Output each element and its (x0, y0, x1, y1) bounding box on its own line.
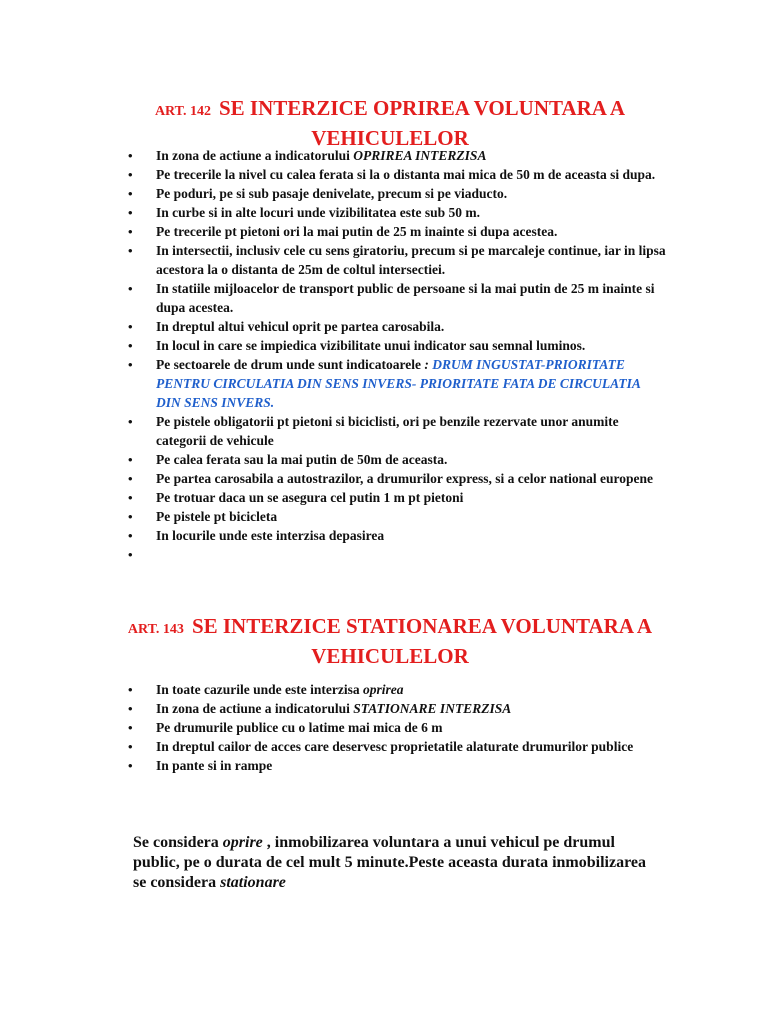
term-stationare: stationare (220, 874, 286, 891)
list-item (128, 146, 668, 165)
section-heading-art-143 (110, 613, 670, 669)
list-item (128, 488, 668, 507)
list-item (128, 355, 668, 412)
list-item-text: In pante si in rampe (156, 758, 273, 773)
list-item (128, 680, 668, 699)
list-item-text: Pe pistele pt bicicleta (156, 509, 278, 524)
list-item (128, 203, 668, 222)
article-number: ART. 142 (154, 104, 211, 119)
list-item-emphasis: oprirea (362, 682, 404, 697)
term-oprire: oprire (222, 834, 263, 851)
list-item (128, 412, 668, 450)
list-item-text: In locurile unde este interzisa depasirea (156, 528, 385, 543)
list-item (128, 737, 668, 756)
list-item-text: In toate cazurile unde este interzisa (156, 682, 363, 697)
list-item-text: Pe calea ferata sau la mai putin de 50m de aceasta. (156, 452, 448, 467)
list-item-text: In statiile mijloacelor de transport public de persoane si la mai putin de 25 m inainte si dupa acestea. (156, 281, 655, 315)
list-item-text: Pe sectoarele de drum unde sunt indicatoarele (156, 357, 421, 372)
list-item (128, 241, 668, 279)
list-item-text: In dreptul altui vehicul oprit pe partea carosabila. (156, 319, 445, 334)
article-number: ART. 143 (127, 622, 184, 637)
list-item-text: In curbe si in alte locuri unde vizibilitatea este sub 50 m. (156, 205, 480, 220)
list-item-text: In intersectii, inclusiv cele cu sens giratoriu, precum si pe marcaleje continue, iar in lipsa acestora la o distanta de 25m de coltul intersectiei. (156, 243, 666, 277)
list-item (128, 718, 668, 737)
list-item-separator: : (420, 357, 433, 372)
list-item-emphasis: STATIONARE INTERZISA (353, 701, 512, 716)
list-item-text: Pe poduri, pe si sub pasaje denivelate, precum si pe viaducto. (156, 186, 508, 201)
conclusion-text: , inmobilizarea voluntara a unui vehicul pe drumul public, pe o durata de cel mult 5 minute.Peste aceasta durata inmobilizarea se considera (133, 834, 646, 891)
list-item (128, 336, 668, 355)
list-item (128, 165, 668, 184)
list-item-text: Pe drumurile publice cu o latime mai mica de 6 m (156, 720, 443, 735)
section-heading-art-142 (110, 95, 670, 151)
list-item (128, 317, 668, 336)
list-item-text: Pe pistele obligatorii pt pietoni si biciclisti, ori pe benzile rezervate unor anumite categorii de vehicule (156, 414, 619, 448)
list-item-text: Pe trecerile pt pietoni ori la mai putin de 25 m inainte si dupa acestea. (156, 224, 558, 239)
list-item-text: Pe trotuar daca un se asegura cel putin 1 m pt pietoni (156, 490, 464, 505)
section-title: SE INTERZICE OPRIREA VOLUNTARA A VEHICULELOR (218, 96, 626, 150)
prohibited-parking-list (128, 680, 668, 775)
conclusion-paragraph (133, 833, 653, 893)
prohibited-stopping-list (128, 146, 668, 545)
list-item (128, 279, 668, 317)
list-item (128, 222, 668, 241)
list-item-emphasis: OPRIREA INTERZISA (353, 148, 487, 163)
list-item-text: Pe partea carosabila a autostrazilor, a drumurilor express, si a celor national europene (156, 471, 653, 486)
conclusion-text: Se considera (133, 834, 223, 851)
list-item-text: In zona de actiune a indicatorului (156, 148, 354, 163)
list-item (128, 699, 668, 718)
list-item (128, 756, 668, 775)
section-title: SE INTERZICE STATIONAREA VOLUNTARA A VEHICULELOR (191, 614, 653, 668)
list-item (128, 450, 668, 469)
list-item-sign-names: DRUM INGUSTAT-PRIORITATE PENTRU CIRCULATIA DIN SENS INVERS- PRIORITATE FATA DE CIRCULATIA DIN SENS INVERS. (156, 357, 641, 410)
list-item (128, 469, 668, 488)
list-item (128, 184, 668, 203)
list-item-text: In zona de actiune a indicatorului (156, 701, 354, 716)
list-item-text: In dreptul cailor de acces care deservesc proprietatile alaturate drumurilor publice (156, 739, 634, 754)
list-item (128, 526, 668, 545)
list-item-text: Pe trecerile la nivel cu calea ferata si la o distanta mai mica de 50 m de aceasta si dupa. (156, 167, 656, 182)
list-item-text: In locul in care se impiedica vizibilitate unui indicator sau semnal luminos. (156, 338, 586, 353)
list-item (128, 507, 668, 526)
